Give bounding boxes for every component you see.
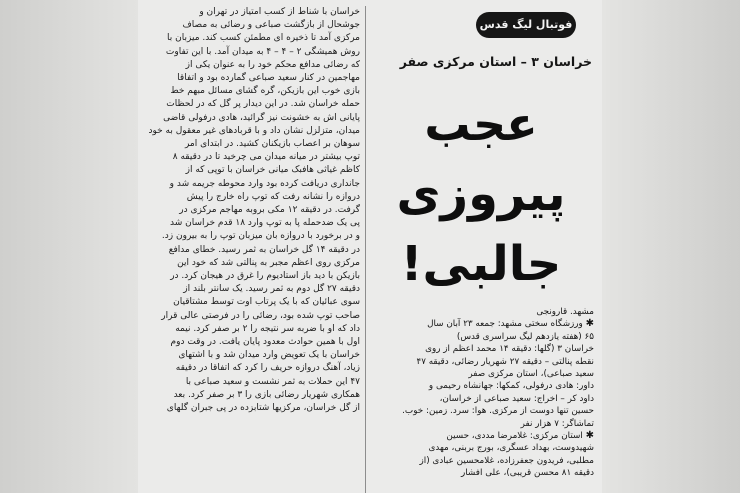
text-line: همکاری شهریار رضائی بازی را ۳ بر صفر کرد. بعد bbox=[173, 389, 360, 400]
text-line: پایانی اش به خشونت نیز گرائید، هادی درفولی قاضی bbox=[163, 112, 360, 123]
section-kicker: فوتبال لیگ قدس bbox=[476, 12, 576, 38]
report-line: مشهد. قارونجی bbox=[536, 307, 594, 317]
headline-line-1: عجب bbox=[424, 97, 538, 151]
text-line: بازیکن با دید باز استادیوم را غرق در هیجان کرد. در bbox=[170, 271, 360, 282]
text-line: جانداری دریافت کرده بود وارد محوطه جریمه شد و bbox=[169, 178, 360, 189]
newspaper-clipping bbox=[138, 0, 602, 493]
match-report-body bbox=[376, 306, 594, 480]
text-line: میدان، متزلزل نشان داد و با قربادهای غیر معقول به خود bbox=[148, 125, 360, 136]
text-line: روش همیشگی ۲ – ۴ – ۴ به میدان آمد. با این تفاوت bbox=[165, 46, 360, 57]
text-line: سوهان بر اعصاب بازیکنان کشید. در ابتدای امر bbox=[184, 139, 360, 150]
text-line: اول با همین حوادث معدود پایان یافت. در وقت دوم bbox=[170, 337, 360, 348]
report-line: خراسان ۳ (گلها: دقیقه ۱۴ محمد اعظم از روی bbox=[425, 344, 594, 355]
text-line: از گل خراسان، مرکزیها شتابزده در پی جبران گلهای bbox=[166, 403, 360, 414]
text-line: کاظم غیاثی هافبک میانی خراسان با توپی که از bbox=[185, 165, 360, 176]
text-line: که رضائی مدافع محکم خود را به عنوان یکی از bbox=[185, 59, 360, 70]
text-line: دقیقه ۲۷ گل دوم به ثمر رسید. یک سانتر بلند از bbox=[183, 284, 360, 295]
match-subheading: خراسان ۳ – استان مرکزی صفر bbox=[399, 54, 592, 69]
report-line: ✱ ورزشگاه سختی مشهد: جمعه ۲۳ آبان سال bbox=[427, 318, 594, 330]
report-line: تماشاگر: ۷ هزار نفر bbox=[520, 418, 594, 429]
text-line: داد که او با ضربه سر نتیجه را ۲ بر صفر کرد. نیمه bbox=[175, 323, 360, 334]
report-line: حسین تنها دوست از مرکزی. هوا: سرد. زمین: خوب. bbox=[402, 406, 594, 417]
text-line: زیاد، آهنگ دروازه حریف را کرد که اتفاقا در دقیقه bbox=[175, 363, 360, 374]
star-icon: ✱ bbox=[585, 318, 594, 330]
report-line: دقیقه ۸۱ محسن قریبی)، علی افشار bbox=[460, 468, 594, 479]
report-line: مطلبی، فریدون جعفرزاده، غلامحسین عبادی (از bbox=[419, 455, 594, 466]
text-line: توپ بیشتر در میانه میدان می چرخید تا در دقیقه ۸ bbox=[172, 152, 360, 163]
text-line: مهاجمین در کنار سعید صباعی گمارده بود و اتفاقا bbox=[177, 73, 360, 84]
report-line: داود کر – اخراج: سعید صباعی از خراسان، bbox=[439, 393, 594, 404]
report-line: ۶۵ (هفته یازدهم لیگ سراسری قدس) bbox=[456, 331, 594, 342]
background-left bbox=[0, 0, 138, 493]
headline-line-2: پیروزی bbox=[396, 166, 566, 222]
report-line: داور: هادی درفولی، کمکها: جهانشاه رحیمی و bbox=[428, 381, 594, 392]
column-divider bbox=[365, 6, 366, 493]
text-line: جوشحال از بازگشت صباعی و رضائی به مصاف bbox=[182, 20, 360, 31]
report-line: سعید صباعی)، استان مرکزی صفر bbox=[468, 369, 594, 380]
text-line: حمله خراسان شد. در این دیدار پر گل که در لحظات bbox=[166, 99, 360, 110]
text-line: ۴۷ این حملات به ثمر نشست و سعید صباعی با bbox=[185, 376, 360, 387]
report-line: شهیدوست، بهداد عسگری، بورج بربنی، مهدی bbox=[428, 443, 594, 454]
report-line: ✱ استان مرکزی: غلامرضا مددی، حسین bbox=[446, 430, 594, 442]
text-line: خراسان با یک تعویض وارد میدان شد و با اشتهای bbox=[178, 350, 360, 361]
text-line: صاحب توپ شده بود، رضائی را در فرصتی عالی قرار bbox=[161, 310, 360, 321]
text-line: مرکزی آمد تا ذخیره ای مطمئن کسب کند. میزبان با bbox=[167, 33, 360, 44]
text-line: پی یک ضدحمله پا به توپ وارد ۱۸ قدم خراسان شد bbox=[170, 218, 360, 229]
headline-line-3: جالبی! bbox=[400, 236, 562, 292]
text-line: در دقیقه ۱۴ گل خراسان به ثمر رسید. خطای مدافع bbox=[168, 244, 360, 255]
background-right bbox=[602, 0, 740, 493]
text-line: سوی عبائیان که با یک پرتاب اوت توسط مشتاقیان bbox=[173, 297, 360, 308]
article-right-column bbox=[370, 12, 594, 493]
text-line: گرفت. در دقیقه ۱۲ مکی بروبه مهاجم مرکزی در bbox=[179, 205, 360, 216]
text-line: و در برخورد با دروازه بان میزبان توپ را به بیرون زد. bbox=[161, 231, 360, 242]
text-line: خراسان با شناط از کسب امتیاز در تهران و bbox=[199, 7, 360, 17]
article-left-column bbox=[146, 6, 360, 493]
report-line: نقطه پنالتی – دقیقه ۲۷ شهریار رضائی، دقیقه ۴۷ bbox=[416, 356, 594, 367]
text-line: بازی خوب این بازیکن، گره گشای مسائل مبهم خط bbox=[170, 86, 360, 97]
text-line: دروازه را نشانه رفت که توپ راه خارج را پیش bbox=[186, 191, 360, 202]
star-icon: ✱ bbox=[585, 430, 594, 442]
text-line: مرکزی روی اعظم مجبر به پنالتی شد که خود این bbox=[177, 257, 360, 268]
